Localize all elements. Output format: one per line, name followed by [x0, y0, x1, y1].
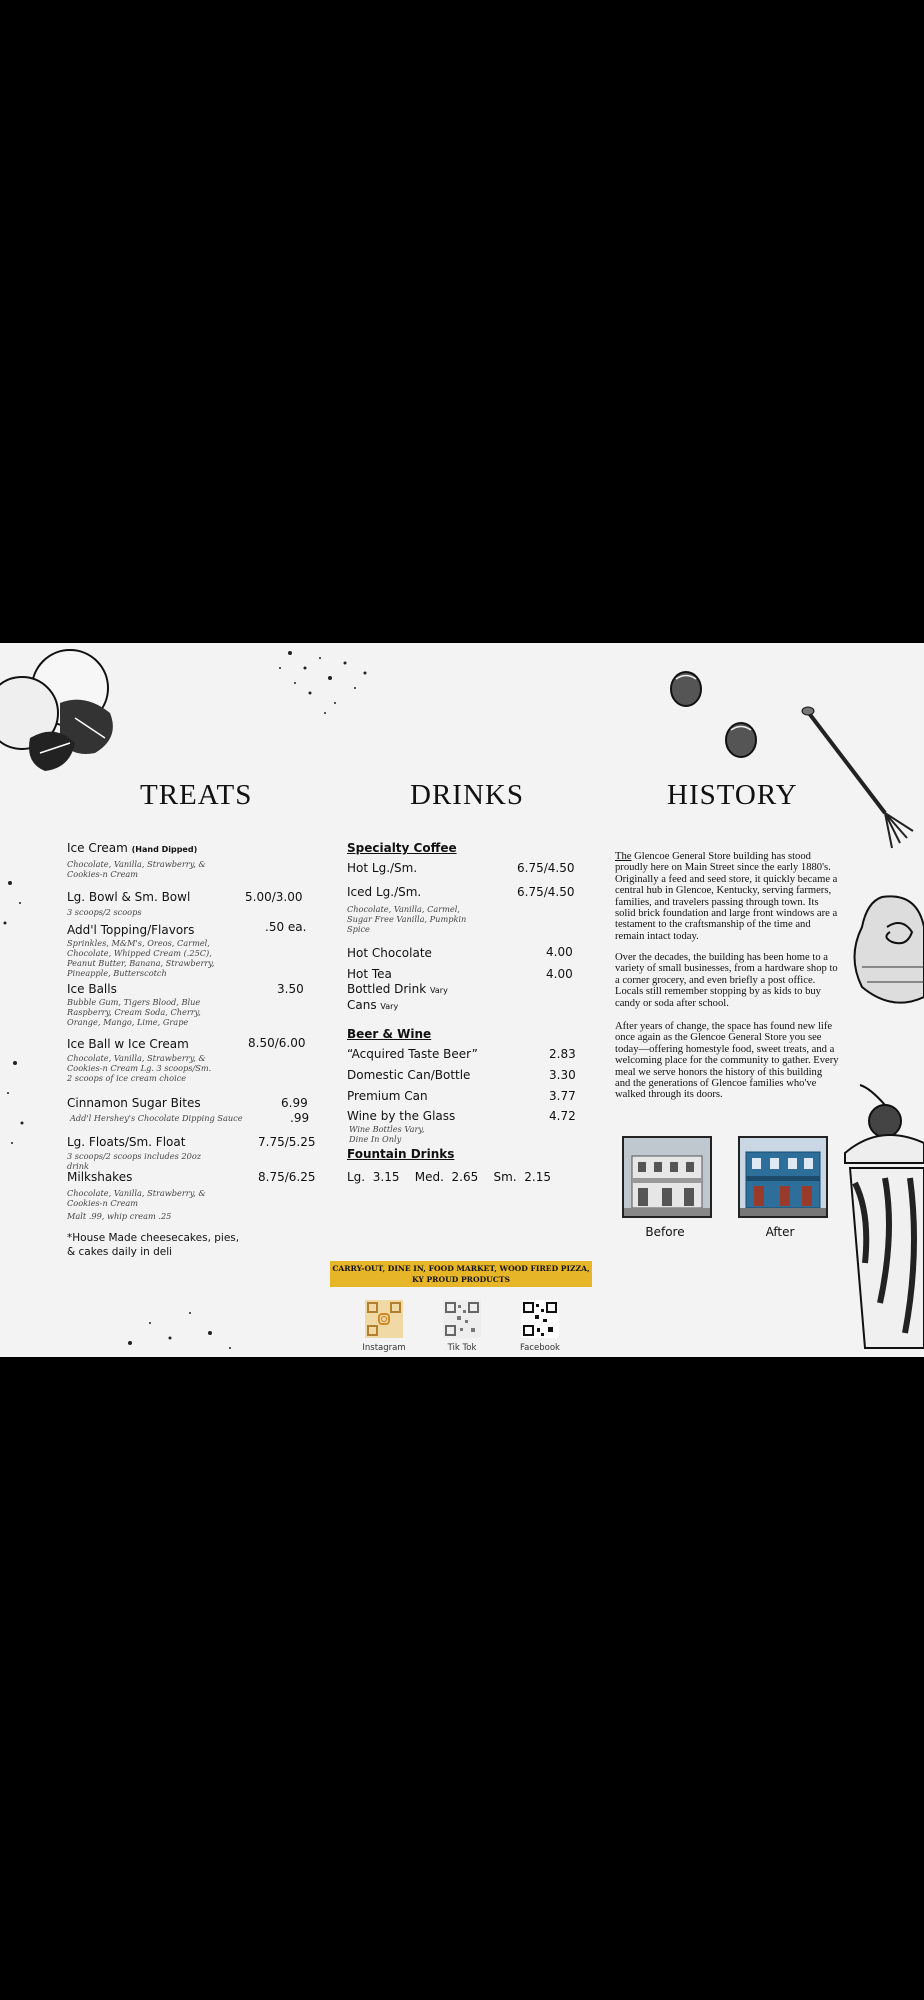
specialty-coffee-header: Specialty Coffee — [347, 841, 457, 855]
topping-price: .50 ea. — [265, 920, 307, 934]
facebook-label: Facebook — [520, 1343, 560, 1353]
milkshakes-extra: Malt .99, whip cream .25 — [67, 1211, 172, 1221]
milkshakes-desc: Chocolate, Vanilla, Strawberry, & Cookies-n Cream — [67, 1188, 206, 1208]
after-photo — [738, 1136, 828, 1218]
treats-title: TREATS — [140, 779, 253, 811]
before-photo — [622, 1136, 712, 1218]
acquired-beer-name: “Acquired Taste Beer” — [347, 1047, 478, 1061]
bottled-drink-label: Bottled Drink — [347, 982, 427, 996]
instagram-label: Instagram — [362, 1343, 406, 1353]
bowl-price: 5.00/3.00 — [245, 890, 303, 904]
house-made-note: *House Made cheesecakes, pies, & cakes daily in deli — [67, 1232, 240, 1258]
bowl-name: Lg. Bowl & Sm. Bowl — [67, 890, 191, 904]
history-lead-word: The — [615, 851, 632, 862]
hot-chocolate-price: 4.00 — [546, 945, 573, 959]
cinnamon-name: Cinnamon Sugar Bites — [67, 1096, 201, 1110]
cinnamon-addon-price: .99 — [290, 1111, 310, 1125]
services-banner: CARRY-OUT, DINE IN, FOOD MARKET, WOOD FIRED PIZZA, KY PROUD PRODUCTS — [330, 1261, 592, 1287]
bowl-desc: 3 scoops/2 scoops — [67, 907, 142, 917]
premium-price: 3.77 — [549, 1089, 576, 1103]
ice-ball-cream-price: 8.50/6.00 — [248, 1036, 306, 1050]
fork-illustration — [800, 703, 920, 853]
iced-coffee-desc: Chocolate, Vanilla, Carmel, Sugar Free Vanilla, Pumpkin Spice — [347, 904, 467, 934]
instagram-qr-icon[interactable] — [365, 1300, 403, 1338]
milkshake-illustration — [840, 1083, 924, 1357]
ice-cream-scoops-illustration — [0, 643, 140, 778]
cans — [347, 998, 398, 1012]
history-title: HISTORY — [667, 779, 798, 811]
bottled-drink — [347, 982, 448, 996]
hot-coffee-name: Hot Lg./Sm. — [347, 861, 418, 875]
ice-balls-price: 3.50 — [277, 982, 304, 996]
ice-ball-cream-desc: Chocolate, Vanilla, Strawberry, & Cookies-n Cream Lg. 3 scoops/Sm. 2 scoops of ice cream choice — [67, 1053, 212, 1083]
splatter-decoration — [0, 863, 30, 1163]
splatter-decoration — [270, 643, 380, 723]
wine-price: 4.72 — [549, 1109, 576, 1123]
premium-name: Premium Can — [347, 1089, 428, 1103]
ice-balls-desc: Bubble Gum, Tigers Blood, Blue Raspberry, Cream Soda, Cherry, Orange, Mango, Lime, Grape — [67, 997, 201, 1027]
fountain-sizes: Lg. 3.15 Med. 2.65 Sm. 2.15 — [347, 1170, 551, 1184]
hot-tea-price: 4.00 — [546, 967, 573, 981]
ice-balls-name: Ice Balls — [67, 982, 117, 996]
hot-coffee-price: 6.75/4.50 — [517, 861, 575, 875]
tiktok-qr-icon[interactable] — [443, 1300, 481, 1338]
menu-page — [0, 643, 924, 1357]
history-paragraph-2: Over the decades, the building has been home to a variety of small businesses, from a hardware shop to a corner grocery, and even briefly a post office. Locals still remember stopping by as kids to buy candy or soda after school. — [615, 952, 838, 1009]
iced-coffee-price: 6.75/4.50 — [517, 885, 575, 899]
milkshakes-price: 8.75/6.25 — [258, 1170, 316, 1184]
iced-coffee-name: Iced Lg./Sm. — [347, 885, 422, 899]
floats-price: 7.75/5.25 — [258, 1135, 316, 1149]
bottled-drink-note: Vary — [430, 986, 448, 995]
cans-label: Cans — [347, 998, 377, 1012]
topping-desc: Sprinkles, M&M's, Oreos, Carmel, Chocolate, Whipped Cream (.25C), Peanut Butter, Banana, Strawberry, Pineapple, Butterscotch — [67, 938, 215, 978]
drinks-title: DRINKS — [410, 779, 524, 811]
history-p1-text: Glencoe General Store building has stood proudly here on Main Street since the early 1880's. Originally a feed and seed store, it quickly became a central hub in Glencoe, Kentucky, serving farmers, families, and travelers passing through town. Its solid brick foundation and large front windows are a testament to the craftsmanship of the time and remain intact today. — [615, 851, 838, 942]
fountain-drinks-header: Fountain Drinks — [347, 1147, 455, 1161]
cinnamon-roll-illustration — [842, 887, 924, 1012]
history-paragraph-3: After years of change, the space has found new life once again as the Glencoe General Store you see today—offering homestyle food, sweet treats, and a welcoming place for the community to gather. Every meal we serve honors the history of this building and the generations of Glencoe families who've walked through its doors. — [615, 1021, 839, 1101]
history-paragraph-1 — [615, 851, 839, 942]
milkshakes-name: Milkshakes — [67, 1170, 133, 1184]
floats-name: Lg. Floats/Sm. Float — [67, 1135, 186, 1149]
hazelnut-illustration — [664, 667, 764, 767]
hot-chocolate-name: Hot Chocolate — [347, 946, 432, 960]
acquired-beer-price: 2.83 — [549, 1047, 576, 1061]
facebook-qr-icon[interactable] — [521, 1300, 559, 1338]
splatter-decoration — [120, 1303, 240, 1357]
ice-cream-label: Ice Cream — [67, 841, 128, 855]
beer-wine-header: Beer & Wine — [347, 1027, 432, 1041]
wine-desc: Wine Bottles Vary, Dine In Only — [349, 1124, 425, 1144]
ice-cream-note: (Hand Dipped) — [131, 845, 198, 854]
domestic-name: Domestic Can/Bottle — [347, 1068, 471, 1082]
floats-desc: 3 scoops/2 scoops includes 20oz drink — [67, 1151, 202, 1171]
cans-note: Vary — [380, 1002, 399, 1011]
after-caption: After — [765, 1225, 795, 1239]
domestic-price: 3.30 — [549, 1068, 576, 1082]
topping-name: Add'l Topping/Flavors — [67, 923, 195, 937]
cinnamon-price: 6.99 — [281, 1096, 308, 1110]
ice-ball-cream-name: Ice Ball w Ice Cream — [67, 1037, 189, 1051]
ice-cream-desc: Chocolate, Vanilla, Strawberry, & Cookies-n Cream — [67, 859, 206, 879]
hot-tea-name: Hot Tea — [347, 967, 392, 981]
cinnamon-addon: Add'l Hershey's Chocolate Dipping Sauce — [70, 1113, 243, 1123]
ice-cream-name — [67, 841, 197, 855]
wine-name: Wine by the Glass — [347, 1109, 456, 1123]
before-caption: Before — [645, 1225, 685, 1239]
tiktok-label: Tik Tok — [447, 1343, 477, 1353]
